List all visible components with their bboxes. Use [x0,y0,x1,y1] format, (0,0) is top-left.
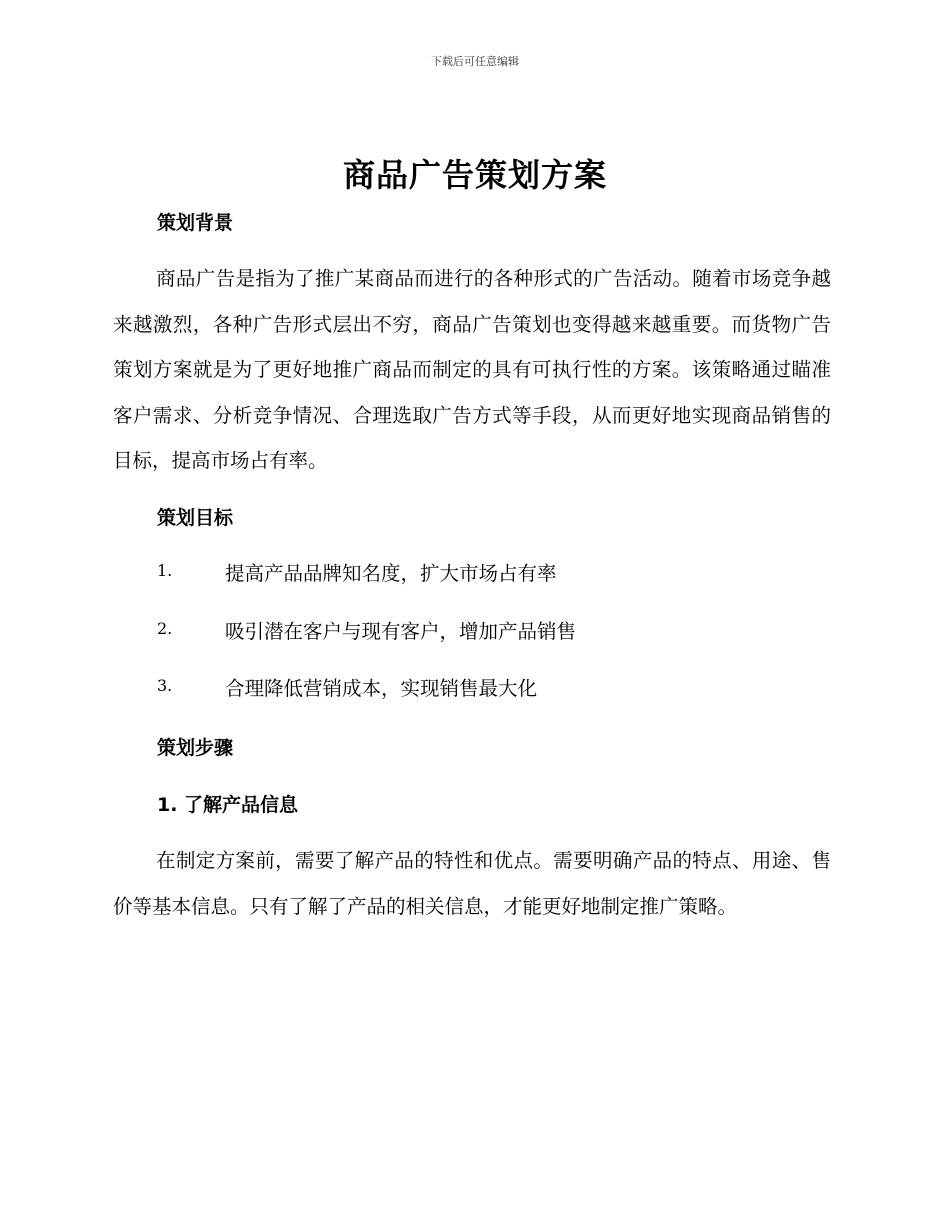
list-item [157,558,576,616]
step-heading-product-info: 1. 了解产品信息 [157,794,299,816]
document-title: 商品广告策划方案 [342,156,607,194]
page-header-note: 下载后可任意编辑 [431,55,519,68]
background-paragraph: 商品广告是指为了推广某商品而进行的各种形式的广告活动。随着市场竞争越来越激烈，各种广告形式层出不穷，商品广告策划也变得越来越重要。而货物广告策划方案就是为了更好地推广商品而制定的具有可执行性的方案。该策略通过瞄准客户需求、分析竞争情况、合理选取广告方式等手段，从而更好地实现商品销售的目标，提高市场占有率。 [113,267,831,472]
list-item-text: 吸引潜在客户与现有客户，增加产品销售 [225,619,577,643]
section-heading-goals: 策划目标 [157,507,234,529]
list-item-text: 合理降低营销成本，实现销售最大化 [225,677,538,700]
section-heading-background: 策划背景 [157,212,234,234]
goals-list [157,558,576,731]
list-item [157,616,576,674]
list-item-number: 3. [157,676,173,695]
list-item [157,673,576,731]
list-item-text: 提高产品品牌知名度，扩大市场占有率 [225,562,557,585]
list-item-number: 1. [157,561,173,580]
list-item-number: 2. [157,618,173,638]
step1-paragraph: 在制定方案前，需要了解产品的特性和优点。需要明确产品的特点、用途、售价等基本信息。只有了解了产品的相关信息，才能更好地制定推广策略。 [113,849,831,918]
section-heading-steps: 策划步骤 [157,737,234,759]
